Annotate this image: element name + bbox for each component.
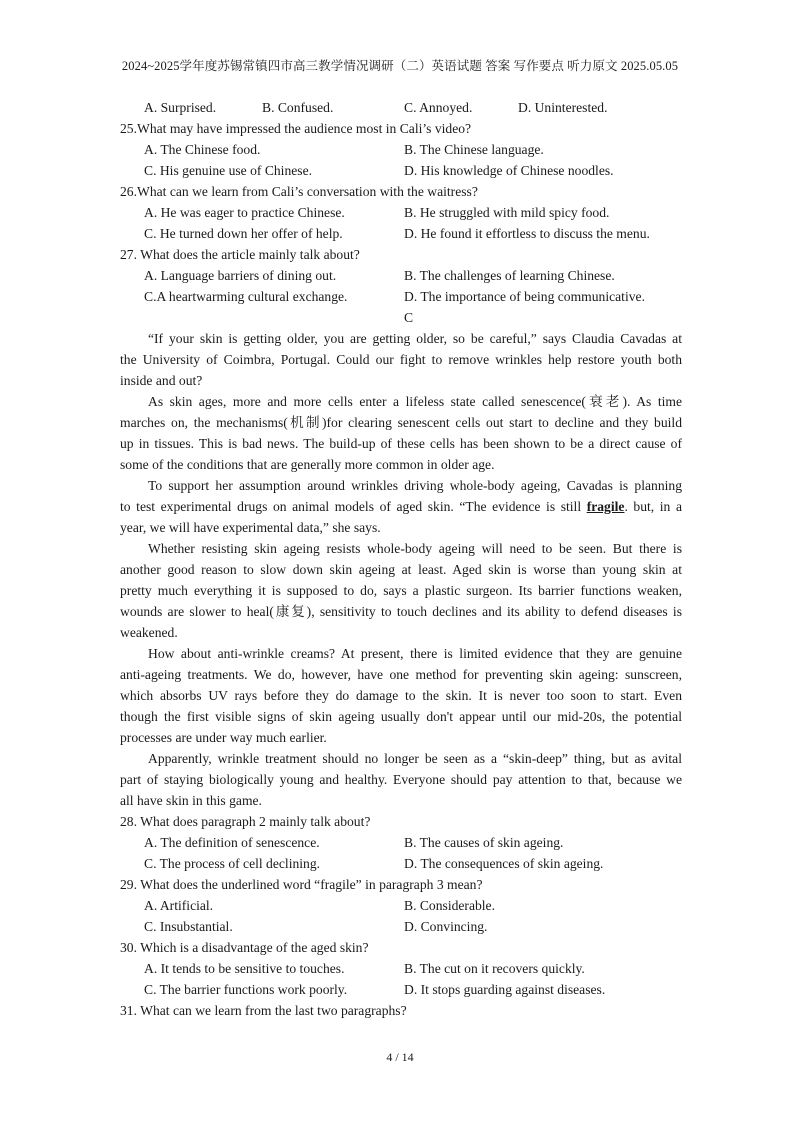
text-line: up in tissues. This is bad news. The build-up of these cells has been shown to be a direct cause of [120, 436, 682, 451]
question-31-stem: 31. What can we learn from the last two paragraphs? [120, 1003, 407, 1018]
text-line: To support her assumption around wrinkles driving whole-body ageing, Cavadas is planning [148, 478, 682, 493]
passage-paragraph-1 [120, 328, 682, 391]
option-b: B. The challenges of learning Chinese. [404, 268, 615, 283]
text-line: How about anti-wrinkle creams? At present, there is limited evidence that they are genuine [148, 646, 682, 661]
text-line: “If your skin is getting older, you are getting older, so be careful,” says Claudia Cavadas at [148, 331, 682, 346]
option-a: A. The definition of senescence. [144, 835, 320, 850]
text-line: though the first visible signs of skin ageing usually don't appear until our mid-20s, the potential [120, 709, 682, 724]
section-letter: C [404, 310, 414, 325]
question-26-options-ab [120, 202, 682, 223]
option-b: B. The Chinese language. [404, 142, 544, 157]
text-line: all have skin in this game. [120, 793, 262, 808]
page-header: 2024~2025学年度苏锡常镇四市高三教学情况调研（二）英语试题 答案 写作要点 听力原文 2025.05.05 [121, 59, 679, 73]
text-line: which absorbs UV rays before they do damage to the skin. It is never too soon to start. Even [120, 688, 682, 703]
question-30-options-cd [120, 979, 682, 1000]
question-26-options-cd [120, 223, 682, 244]
option-a: A. Language barriers of dining out. [144, 268, 337, 283]
text-line: Apparently, wrinkle treatment should no longer be seen as a “skin-deep” thing, but as avital [148, 751, 682, 766]
option-d: D. It stops guarding against diseases. [404, 982, 606, 997]
option-a: A. He was eager to practice Chinese. [144, 205, 345, 220]
text-line: year, we will have experimental data,” she says. [120, 520, 381, 535]
option-c: C. Annoyed. [404, 100, 473, 115]
question-25-options-ab [120, 139, 682, 160]
passage-paragraph-5 [120, 643, 682, 748]
question-29-stem: 29. What does the underlined word “fragile” in paragraph 3 mean? [120, 877, 483, 892]
option-d: D. His knowledge of Chinese noodles. [404, 163, 614, 178]
text-line: marches on, the mechanisms(机制)for clearing senescent cells out start to decline and they build [120, 415, 682, 430]
text-line: pretty much everything it is supposed to do, says a plastic surgeon. Its barrier functions weaken, [120, 583, 682, 598]
text-line: some of the conditions that are generally more common in older age. [120, 457, 495, 472]
text-line: Whether resisting skin ageing resists whole-body ageing will need to be seen. But there is [148, 541, 682, 556]
question-29-options-cd [120, 916, 682, 937]
question-28-options-ab [120, 832, 682, 853]
option-c: C. The process of cell declining. [144, 856, 321, 871]
option-c: C. His genuine use of Chinese. [144, 163, 313, 178]
question-25-options-cd [120, 160, 682, 181]
passage-paragraph-4 [120, 538, 682, 643]
passage-paragraph-2 [120, 391, 682, 475]
question-27-options-cd [120, 286, 682, 307]
text-line: part of staying biologically young and healthy. Everyone should pay attention to that, because we [120, 772, 682, 787]
text-line [120, 496, 682, 517]
option-d: D. Convincing. [404, 919, 488, 934]
text-line: the University of Coimbra, Portugal. Could our fight to remove wrinkles help restore youth both [120, 352, 682, 367]
passage-paragraph-6 [120, 748, 682, 811]
option-d: D. He found it effortless to discuss the menu. [404, 226, 650, 241]
question-25-stem: 25.What may have impressed the audience most in Cali’s video? [120, 121, 472, 136]
question-30-options-ab [120, 958, 682, 979]
text-line: weakened. [120, 625, 178, 640]
option-a: A. It tends to be sensitive to touches. [144, 961, 345, 976]
text-line: anti-ageing treatments. We do, however, have one method for preventing skin ageing: sunscreen, [120, 667, 682, 682]
option-d: D. The consequences of skin ageing. [404, 856, 604, 871]
question-27-options-ab [120, 265, 682, 286]
option-b: B. Confused. [262, 100, 334, 115]
text-line: processes are under way much earlier. [120, 730, 327, 745]
text-line: another good reason to slow down skin ageing at least. Aged skin is worse than young skin at [120, 562, 682, 577]
option-c: C. Insubstantial. [144, 919, 233, 934]
option-a: A. The Chinese food. [144, 142, 261, 157]
question-27-stem: 27. What does the article mainly talk about? [120, 247, 360, 262]
option-d: D. The importance of being communicative. [404, 289, 645, 304]
option-b: B. The cut on it recovers quickly. [404, 961, 585, 976]
text-segment: to test experimental drugs on animal models of aged skin. “The evidence is still [120, 499, 587, 514]
question-26-stem: 26.What can we learn from Cali’s conversation with the waitress? [120, 184, 478, 199]
page-content [120, 97, 682, 1021]
option-b: B. Considerable. [404, 898, 495, 913]
text-line: inside and out? [120, 373, 203, 388]
text-line: wounds are slower to heal(康复), sensitivity to touch declines and its ability to defend diseases is [120, 604, 682, 619]
option-a: A. Artificial. [144, 898, 214, 913]
page-number: 4 / 14 [386, 1050, 414, 1064]
underlined-word: fragile [586, 499, 625, 514]
question-30-stem: 30. Which is a disadvantage of the aged skin? [120, 940, 369, 955]
option-d: D. Uninterested. [518, 100, 608, 115]
option-a: A. Surprised. [144, 100, 217, 115]
question-28-options-cd [120, 853, 682, 874]
text-segment: . but, in a [624, 499, 682, 514]
option-c: C. He turned down her offer of help. [144, 226, 343, 241]
q24-options [120, 97, 682, 118]
question-28-stem: 28. What does paragraph 2 mainly talk about? [120, 814, 371, 829]
option-c: C.A heartwarming cultural exchange. [144, 289, 348, 304]
question-29-options-ab [120, 895, 682, 916]
option-b: B. The causes of skin ageing. [404, 835, 564, 850]
text-line: As skin ages, more and more cells enter a lifeless state called senescence(衰老). As time [148, 394, 682, 409]
option-c: C. The barrier functions work poorly. [144, 982, 348, 997]
option-b: B. He struggled with mild spicy food. [404, 205, 610, 220]
passage-paragraph-3 [120, 475, 682, 538]
